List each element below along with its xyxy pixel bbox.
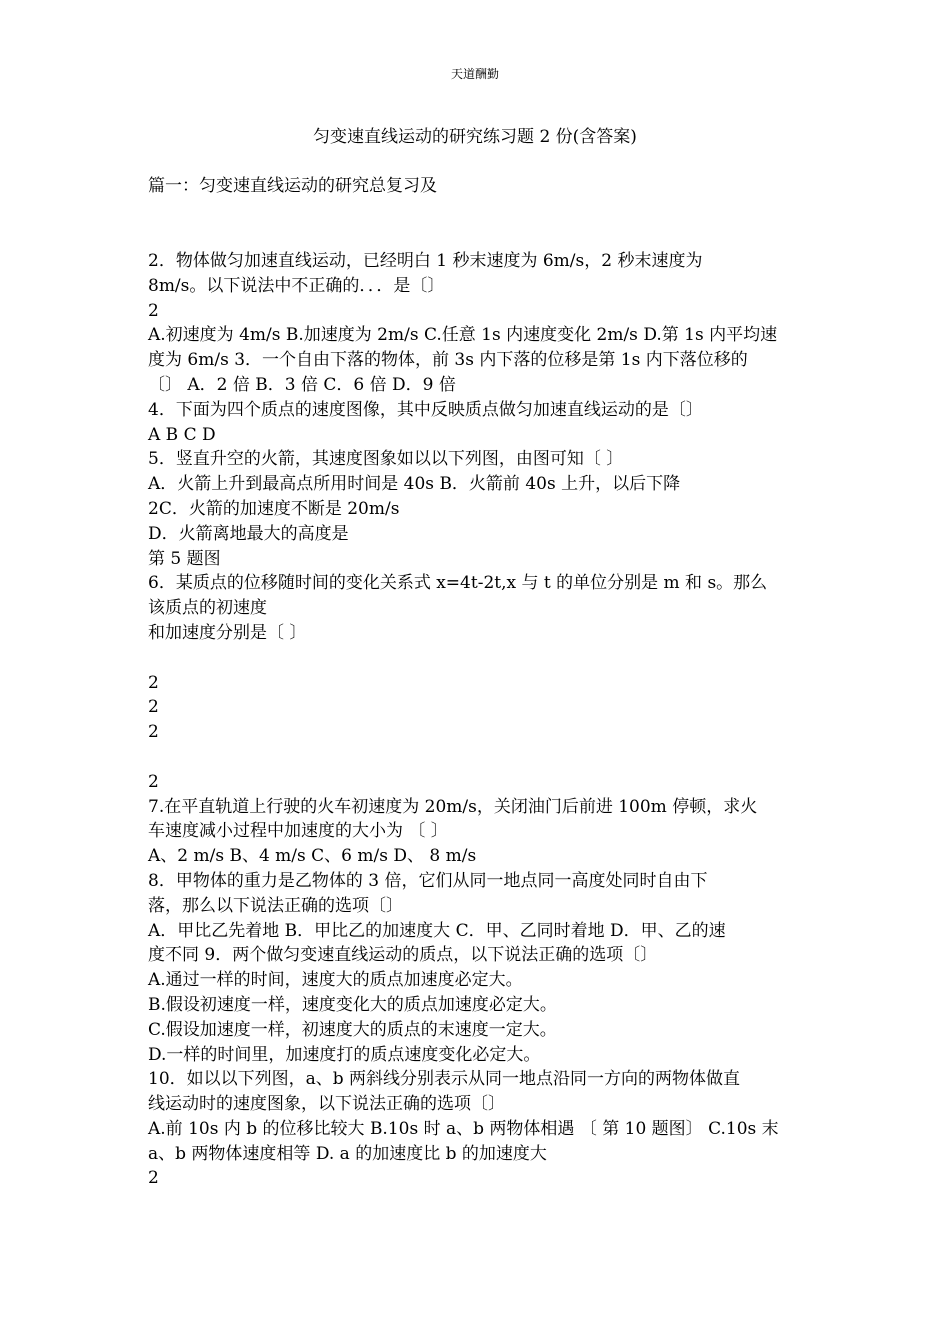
text-line: 2 xyxy=(148,300,159,321)
text-line: 4．下面为四个质点的速度图像，其中反映质点做匀加速直线运动的是〔〕 xyxy=(148,399,703,420)
text-line: D.一样的时间里，加速度打的质点速度变化必定大。 xyxy=(148,1044,541,1065)
text-line: 2 xyxy=(148,697,159,718)
text-line: A B C D xyxy=(148,424,216,445)
text-line: 2．物体做匀加速直线运动，已经明白 1 秒末速度为 6m/s，2 秒末速度为 xyxy=(148,251,703,271)
text-line: 2 xyxy=(148,722,159,743)
text-line: a、b 两物体速度相等 D. a 的加速度比 b 的加速度大 xyxy=(148,1143,547,1164)
document-title: 匀变速直线运动的研究练习题 2 份(含答案) xyxy=(313,127,637,147)
text-line: 10．如以以下列图，a、b 两斜线分别表示从同一地点沿同一方向的两物体做直 xyxy=(148,1069,741,1090)
text-line: 〔〕 A．2 倍 B．3 倍 C．6 倍 D．9 倍 xyxy=(148,374,456,395)
text-line: B.假设初速度一样，速度变化大的质点加速度必定大。 xyxy=(148,994,557,1015)
text-line: 落，那么以下说法正确的选项〔〕 xyxy=(148,895,403,916)
text-line: 5．竖直升空的火箭，其速度图象如以以下列图，由图可知〔 〕 xyxy=(148,449,624,470)
text-line: C.假设加速度一样，初速度大的质点的末速度一定大。 xyxy=(148,1019,557,1040)
text-line: 2 xyxy=(148,1168,159,1189)
text-line: A.前 10s 内 b 的位移比较大 B.10s 时 a、b 两物体相遇 〔 第 10 题图〕 C.10s 末 xyxy=(148,1118,779,1139)
page-header: 天道酬勤 xyxy=(450,67,499,81)
blank-line xyxy=(148,646,808,671)
text-line: 和加速度分别是〔 〕 xyxy=(148,622,307,643)
text-line: A、2 m/s B、4 m/s C、6 m/s D、 8 m/s xyxy=(148,846,477,867)
text-line: 线运动时的速度图象，以下说法正确的选项〔〕 xyxy=(148,1094,505,1115)
text-line: 2 xyxy=(148,771,159,792)
text-line: 8．甲物体的重力是乙物体的 3 倍，它们从同一地点同一高度处同时自由下 xyxy=(148,870,708,891)
text-line: 8m/s。以下说法中不正确的．．．是〔〕 xyxy=(148,275,445,296)
text-line: 该质点的初速度 xyxy=(148,598,267,619)
text-line: A.通过一样的时间，速度大的质点加速度必定大。 xyxy=(148,970,523,991)
text-line: 度为 6m/s 3．一个自由下落的物体，前 3s 内下落的位移是第 1s 内下落位移的 xyxy=(148,350,748,371)
text-line: 度不同 9．两个做匀变速直线运动的质点，以下说法正确的选项〔〕 xyxy=(148,945,658,966)
document-body xyxy=(148,249,808,1191)
text-line: D．火箭离地最大的高度是 xyxy=(148,523,349,544)
text-line: 6．某质点的位移随时间的变化关系式 x=4t-2t,x 与 t 的单位分别是 m 和 s。那么 xyxy=(148,573,768,594)
text-line: A．火箭上升到最高点所用时间是 40s B．火箭前 40s 上升，以后下降 xyxy=(148,474,681,495)
text-line: 2 xyxy=(148,672,159,693)
text-line: 2C．火箭的加速度不断是 20m/s xyxy=(148,498,400,519)
text-line: 车速度减小过程中加速度的大小为 〔 〕 xyxy=(148,821,448,842)
blank-line xyxy=(148,745,808,770)
section-heading: 篇一：匀变速直线运动的研究总复习及 xyxy=(148,176,437,196)
text-line: 7.在平直轨道上行驶的火车初速度为 20m/s，关闭油门后前进 100m 停顿，求火 xyxy=(148,796,758,817)
text-line: A．甲比乙先着地 B．甲比乙的加速度大 C．甲、乙同时着地 D．甲、乙的速 xyxy=(148,920,726,941)
text-line: 第 5 题图 xyxy=(148,548,221,569)
text-line: A.初速度为 4m/s B.加速度为 2m/s C.任意 1s 内速度变化 2m/s D.第 1s 内平均速 xyxy=(148,325,778,346)
